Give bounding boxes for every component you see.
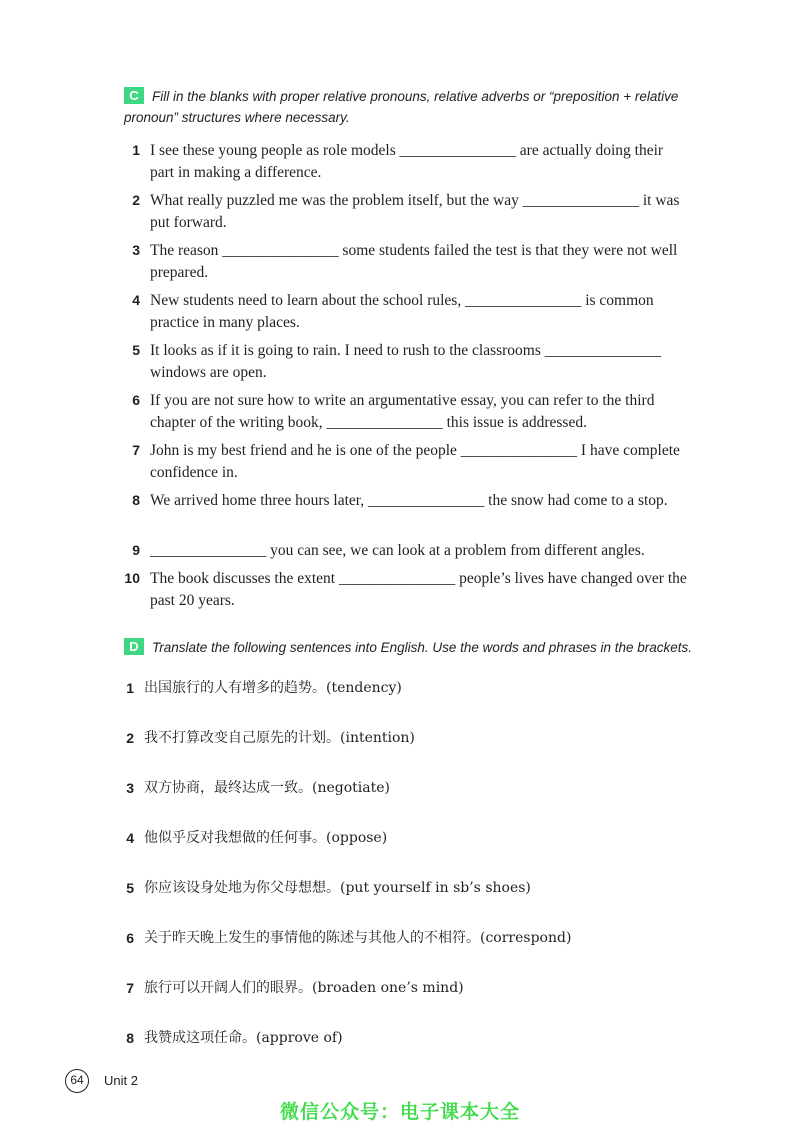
item-text: I see these young people as role models _______________ are actually doing their part in making a difference. [150, 142, 664, 181]
item-number: 8 [126, 1030, 134, 1046]
item-text: New students need to learn about the school rules, _______________ is common practice in many places. [150, 292, 654, 331]
item-number: 4 [126, 830, 134, 846]
item-text: If you are not sure how to write an argumentative essay, you can refer to the third chapter of the writing book, _______________ this issue is addressed. [150, 392, 655, 431]
unit-label: Unit 2 [104, 1073, 138, 1088]
item-text: John is my best friend and he is one of the people _______________ I have complete confidence in. [150, 442, 680, 481]
item-text: What really puzzled me was the problem itself, but the way _______________ it was put forward. [150, 192, 680, 231]
item-text: The reason _______________ some students failed the test is that they were not well prepared. [150, 242, 678, 281]
item-text: _______________ you can see, we can look at a problem from different angles. [150, 542, 645, 559]
section-c-header [124, 86, 704, 128]
item-text: The book discusses the extent _______________ people’s lives have changed over the past 20 years. [150, 570, 687, 609]
item-number: 6 [126, 930, 134, 946]
item-text: 双方协商，最终达成一致。(negotiate) [144, 780, 390, 796]
item-text: 我不打算改变自己原先的计划。(intention) [144, 730, 415, 746]
item-text: 他似乎反对我想做的任何事。(oppose) [144, 830, 388, 846]
item-text: 出国旅行的人有增多的趋势。(tendency) [144, 680, 402, 696]
item-number: 1 [126, 680, 134, 696]
item-text: 旅行可以开阔人们的眼界。(broaden one’s mind) [144, 980, 464, 996]
section-c-badge: C [124, 87, 144, 104]
item-text: 你应该设身处地为你父母想想。(put yourself in sb’s shoes) [144, 880, 531, 896]
item-number: 8 [132, 492, 140, 508]
item-number: 9 [132, 542, 140, 558]
item-number: 5 [126, 880, 134, 896]
section-d-header [124, 637, 724, 658]
item-number: 1 [132, 142, 140, 158]
item-text: It looks as if it is going to rain. I need to rush to the classrooms _______________ windows are open. [150, 342, 662, 381]
item-number: 6 [132, 392, 140, 408]
section-c-instruction: Fill in the blanks with proper relative pronouns, relative adverbs or “preposition + relative pronoun” structures where necessary. [124, 89, 679, 125]
item-number: 2 [132, 192, 140, 208]
item-number: 2 [126, 730, 134, 746]
item-number: 7 [126, 980, 134, 996]
watermark-text: 微信公众号：电子课本大全 [279, 1101, 520, 1123]
item-number: 3 [126, 780, 134, 796]
page-number: 64 [65, 1069, 89, 1093]
item-text: 关于昨天晚上发生的事情他的陈述与其他人的不相符。(correspond) [144, 930, 572, 946]
item-number: 3 [132, 242, 140, 258]
item-number: 7 [132, 442, 140, 458]
section-d-instruction: Translate the following sentences into English. Use the words and phrases in the brackets. [152, 640, 693, 655]
item-text: 我赞成这项任命。(approve of) [144, 1030, 343, 1046]
section-d-badge: D [124, 638, 144, 655]
item-number: 5 [132, 342, 140, 358]
item-text: We arrived home three hours later, _______________ the snow had come to a stop. [150, 492, 668, 509]
item-number: 10 [124, 570, 140, 586]
item-number: 4 [132, 292, 140, 308]
